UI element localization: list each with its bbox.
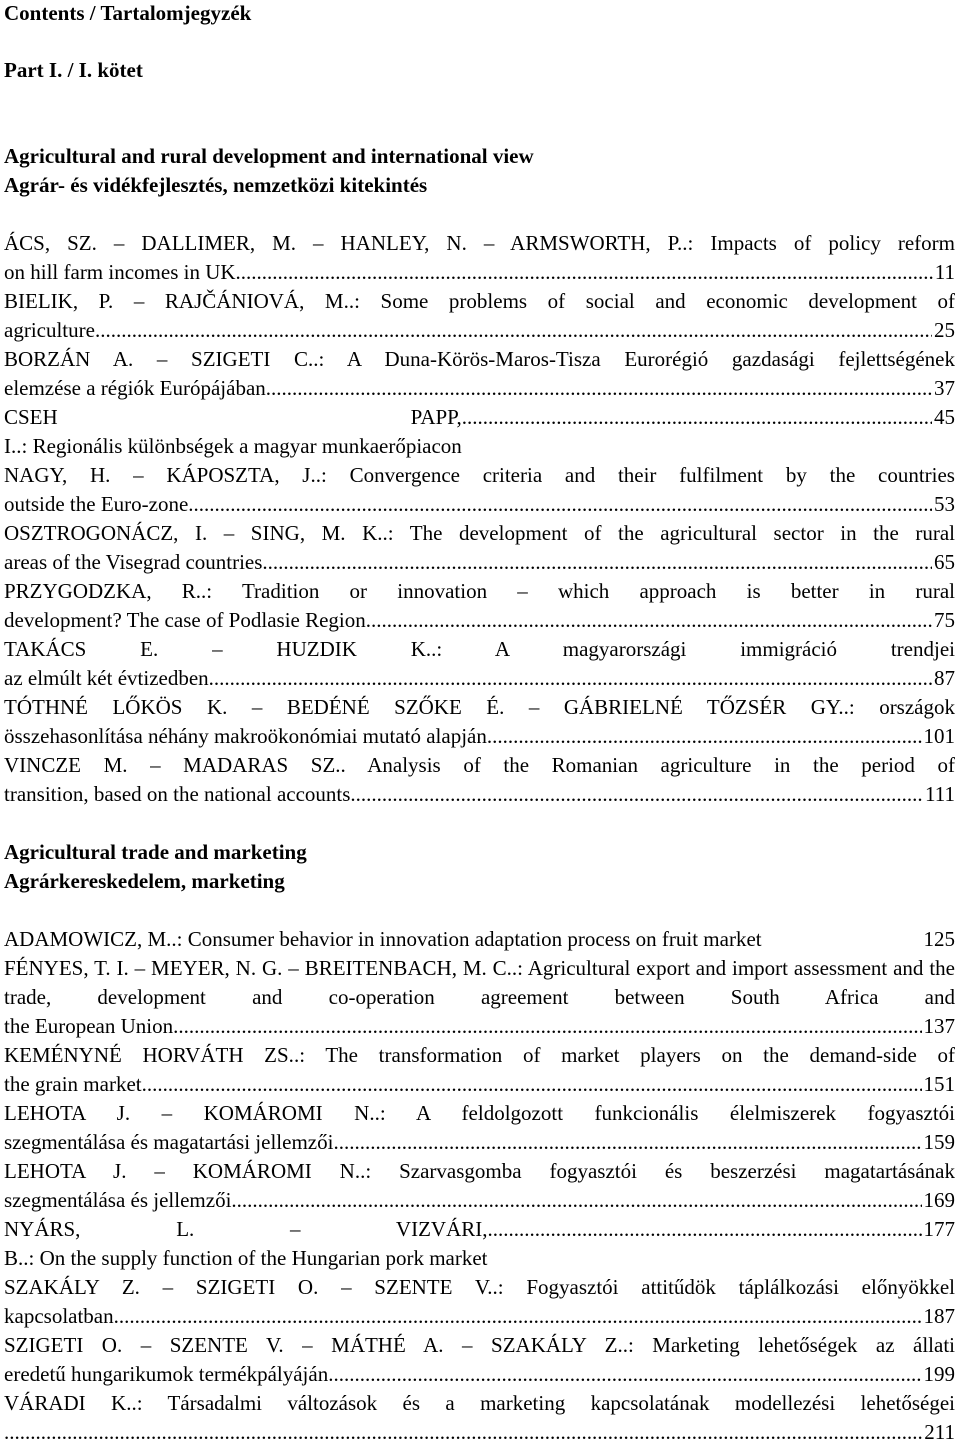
toc-entry-line — [4, 403, 955, 461]
entry-title: Consumer behavior in innovation adaptation process on fruit market — [187, 927, 762, 951]
entry-authors: SZIGETI O. – SZENTE V. – MÁTHÉ A. – SZAKÁLY Z. — [4, 1333, 623, 1357]
toc-entry[interactable] — [4, 519, 955, 577]
toc-entry-first-lines — [4, 1389, 955, 1418]
toc-entry-first-lines — [4, 519, 955, 548]
page-number: 53 — [934, 492, 955, 516]
entry-title: On the supply function of the Hungarian pork market — [39, 1246, 488, 1270]
page-number: 177 — [923, 1217, 955, 1241]
entry-separator: .: — [360, 1159, 400, 1183]
entry-title-continued: kapcsolatban — [4, 1304, 114, 1328]
entry-title: Regionális különbségek a magyar munkaerőpiacon — [32, 434, 462, 458]
entry-separator: .: — [315, 463, 350, 487]
toc-entry-text — [4, 403, 468, 461]
page-number: 37 — [934, 376, 955, 400]
entry-title: The development of the agricultural sector in the rural — [409, 521, 955, 545]
entry-title-continued: on hill farm incomes in UK — [4, 260, 236, 284]
toc-entry-line — [4, 606, 955, 635]
entry-title: Társadalmi változások és a marketing kapcsolatának modellezési lehetőségei — [167, 1391, 955, 1415]
page-number: 125 — [923, 927, 955, 951]
leader-dots — [209, 664, 932, 693]
page-number: 159 — [923, 1130, 955, 1154]
toc-entry-list — [4, 925, 955, 1447]
toc-entry[interactable] — [4, 1273, 955, 1331]
entry-separator: .: — [374, 1101, 417, 1125]
entry-title: A Duna-Körös-Maros-Tisza Eurorégió gazdasági fejlettségének — [346, 347, 955, 371]
toc-entry-first-lines — [4, 461, 955, 490]
toc-entry-text — [4, 1215, 493, 1273]
entry-authors: ADAMOWICZ, M. — [4, 927, 172, 951]
entry-title-continued: areas of the Visegrad countries — [4, 550, 263, 574]
leader-dots — [266, 374, 932, 403]
page-number: 65 — [934, 550, 955, 574]
entry-authors: VINCZE M. – MADARAS SZ. — [4, 753, 341, 777]
leader-dots — [462, 403, 932, 432]
toc-entry-first-lines — [4, 954, 955, 1012]
entry-title: Impacts of policy reform — [710, 231, 955, 255]
page-title: Contents / Tartalomjegyzék — [4, 1, 252, 25]
entry-authors: FÉNYES, T. I. – MEYER, N. G. – BREITENBACH, M. C. — [4, 956, 512, 980]
toc-entry[interactable] — [4, 1331, 955, 1389]
page-number: 11 — [934, 260, 955, 284]
entry-authors: ÁCS, SZ. – DALLIMER, M. – HANLEY, N. – ARMSWORTH, P. — [4, 231, 683, 255]
entry-title: országok — [879, 695, 955, 719]
entry-authors: BIELIK, P. – RAJČÁNIOVÁ, M. — [4, 289, 349, 313]
entry-title-continued: agriculture — [4, 318, 95, 342]
leader-dots — [333, 1128, 921, 1157]
toc-entry[interactable] — [4, 1215, 955, 1273]
toc-entry[interactable] — [4, 1099, 955, 1157]
entry-separator: .: — [201, 579, 242, 603]
section-title-en: Agricultural and rural development and international view — [4, 144, 534, 168]
page-number: 87 — [934, 666, 955, 690]
entry-authors: NAGY, H. – KÁPOSZTA, J. — [4, 463, 316, 487]
toc-entry[interactable] — [4, 403, 955, 461]
toc-entry-first-lines — [4, 1099, 955, 1128]
toc-entry-line — [4, 1070, 955, 1099]
toc-entry[interactable] — [4, 693, 955, 751]
leader-dots — [4, 1418, 922, 1447]
entry-title: Fogyasztói attitűdök táplálkozási előnyökkel — [526, 1275, 955, 1299]
entry-authors: CSEH PAPP, I. — [4, 405, 468, 458]
page-number: 169 — [923, 1188, 955, 1212]
section-title-hu: Agrárkereskedelem, marketing — [4, 869, 285, 893]
entry-authors: TAKÁCS E. – HUZDIK K. — [4, 637, 432, 661]
entry-separator: .: — [23, 1246, 40, 1270]
entry-title-continued: transition, based on the national accounts — [4, 782, 351, 806]
entry-title-continued: outside the Euro-zone — [4, 492, 189, 516]
toc-entry-first-lines — [4, 577, 955, 606]
entry-title-continued: eredetű hungarikumok termékpályáján — [4, 1362, 329, 1386]
entry-title: The transformation of market players on the demand-side of — [325, 1043, 955, 1067]
part-title: Part I. / I. kötet — [4, 58, 143, 82]
section-title-hu: Agrár- és vidékfejlesztés, nemzetközi kitekintés — [4, 173, 428, 197]
toc-entry-line — [4, 548, 955, 577]
leader-dots — [350, 780, 923, 809]
entry-title: Tradition or innovation – which approach is better in rural — [241, 579, 955, 603]
leader-dots — [114, 1302, 922, 1331]
toc-entry-line — [4, 316, 955, 345]
toc-entry-line — [4, 490, 955, 519]
toc-entry-first-lines — [4, 229, 955, 258]
page-number: 75 — [934, 608, 955, 632]
toc-entry-first-lines — [4, 1157, 955, 1186]
toc-entry-line — [4, 925, 955, 954]
entry-authors: VÁRADI K. — [4, 1391, 132, 1415]
toc-entry[interactable] — [4, 229, 955, 287]
entry-title: Agricultural export and import assessment and the trade, development and co-operation agreement between South Africa and — [4, 956, 955, 1009]
entry-title-continued: szegmentálása és magatartási jellemzői — [4, 1130, 334, 1154]
toc-entry[interactable] — [4, 461, 955, 519]
entry-separator: .: — [131, 1391, 168, 1415]
entry-title-continued: development? The case of Podlasie Region — [4, 608, 366, 632]
entry-title: Analysis of the Romanian agriculture in the period of — [367, 753, 955, 777]
toc-entry-line — [4, 664, 955, 693]
toc-entry-first-lines — [4, 1041, 955, 1070]
entry-authors: OSZTROGONÁCZ, I. – SING, M. K. — [4, 521, 383, 545]
toc-entry-line — [4, 1128, 955, 1157]
entry-authors: KEMÉNYNÉ HORVÁTH ZS. — [4, 1043, 294, 1067]
toc-entry-line — [4, 1186, 955, 1215]
entry-title: Convergence criteria and their fulfilment by the countries — [349, 463, 955, 487]
entry-separator: .: — [843, 695, 880, 719]
entry-separator: .: — [622, 1333, 653, 1357]
toc-entry[interactable] — [4, 577, 955, 635]
page-number: 187 — [923, 1304, 955, 1328]
toc-entry-line — [4, 1360, 955, 1389]
toc-entry-first-lines — [4, 693, 955, 722]
entry-separator: .: — [348, 289, 381, 313]
entry-title-continued: az elmúlt két évtizedben — [4, 666, 209, 690]
entry-separator: .: — [682, 231, 711, 255]
entry-title-continued: the grain market — [4, 1072, 142, 1096]
leader-dots — [95, 316, 932, 345]
entry-title-continued: elemzése a régiók Európájában — [4, 376, 266, 400]
toc-entry-list — [4, 229, 955, 809]
toc-entry-line — [4, 258, 955, 287]
page-number: 137 — [923, 1014, 955, 1038]
entry-authors: NYÁRS, L. – VIZVÁRI, B. — [4, 1217, 493, 1270]
toc-entry-line — [4, 780, 955, 809]
entry-authors: SZAKÁLY Z. – SZIGETI O. – SZENTE V. — [4, 1275, 493, 1299]
toc-entry-line — [4, 722, 955, 751]
entry-separator: .: — [171, 927, 188, 951]
toc-entry[interactable] — [4, 635, 955, 693]
toc-entry-first-lines — [4, 287, 955, 316]
toc-entry[interactable] — [4, 345, 955, 403]
toc-entry-line — [4, 1215, 955, 1273]
leader-dots — [262, 548, 932, 577]
leader-dots — [142, 1070, 922, 1099]
entry-title-continued: the European Union — [4, 1014, 174, 1038]
leader-dots — [188, 490, 932, 519]
leader-dots — [366, 606, 932, 635]
toc-entry-first-lines — [4, 345, 955, 374]
page-number: 45 — [934, 405, 955, 429]
entry-authors: PRZYGODZKA, R. — [4, 579, 202, 603]
page-number: 151 — [923, 1072, 955, 1096]
toc-entry[interactable] — [4, 925, 955, 954]
toc-entry-first-lines — [4, 635, 955, 664]
section-trade-marketing — [4, 838, 955, 1447]
toc-entry[interactable] — [4, 1157, 955, 1215]
entry-title: Szarvasgomba fogyasztói és beszerzési magatartásának — [399, 1159, 955, 1183]
entry-separator: . — [340, 753, 368, 777]
entry-title: Marketing lehetőségek az állati — [652, 1333, 955, 1357]
entry-authors: LEHOTA J. – KOMÁROMI N. — [4, 1159, 361, 1183]
toc-entry-text — [4, 925, 762, 954]
leader-dots — [488, 1215, 922, 1244]
leader-dots — [487, 722, 922, 751]
entry-title: A feldolgozott funkcionális élelmiszerek fogyasztói — [416, 1101, 955, 1125]
entry-authors: TÓTHNÉ LŐKÖS K. – BEDÉNÉ SZŐKE É. – GÁBRIELNÉ TŐZSÉR GY. — [4, 695, 844, 719]
page-number: 111 — [925, 782, 955, 806]
toc-entry[interactable] — [4, 751, 955, 809]
page-number: 199 — [923, 1362, 955, 1386]
entry-title-continued: összehasonlítása néhány makroökonómiai mutató alapján — [4, 724, 487, 748]
entry-authors: LEHOTA J. – KOMÁROMI N. — [4, 1101, 375, 1125]
section-rural-development — [4, 142, 955, 809]
entry-title: A magyarországi immigráció trendjei — [494, 637, 955, 661]
entry-separator: .: — [492, 1275, 527, 1299]
toc-entry-first-lines — [4, 1273, 955, 1302]
entry-separator: .: — [382, 521, 410, 545]
page-number: 101 — [923, 724, 955, 748]
toc-entry-line — [4, 1012, 955, 1041]
leader-dots — [231, 1186, 921, 1215]
entry-authors: BORZÁN A. – SZIGETI C. — [4, 347, 314, 371]
entry-separator: .: — [16, 434, 33, 458]
toc-entry[interactable] — [4, 1389, 955, 1447]
entry-separator: .: — [313, 347, 347, 371]
toc-entry[interactable] — [4, 287, 955, 345]
entry-separator: .: — [293, 1043, 326, 1067]
leader-dots — [173, 1012, 921, 1041]
page-number: 25 — [934, 318, 955, 342]
section-title-en: Agricultural trade and marketing — [4, 840, 307, 864]
toc-entry-first-lines — [4, 751, 955, 780]
page-number: 211 — [924, 1420, 955, 1444]
leader-dots — [236, 258, 933, 287]
entry-separator: .: — [511, 956, 528, 980]
toc-entry-line — [4, 374, 955, 403]
toc-entry-line — [4, 1302, 955, 1331]
entry-title-continued: szegmentálása és jellemzői — [4, 1188, 232, 1212]
toc-entry-first-lines — [4, 1331, 955, 1360]
toc-entry[interactable] — [4, 1041, 955, 1099]
toc-entry[interactable] — [4, 954, 955, 1041]
entry-title: Some problems of social and economic development of — [380, 289, 955, 313]
entry-separator: .: — [431, 637, 495, 661]
toc-entry-line — [4, 1418, 955, 1447]
leader-dots — [328, 1360, 921, 1389]
